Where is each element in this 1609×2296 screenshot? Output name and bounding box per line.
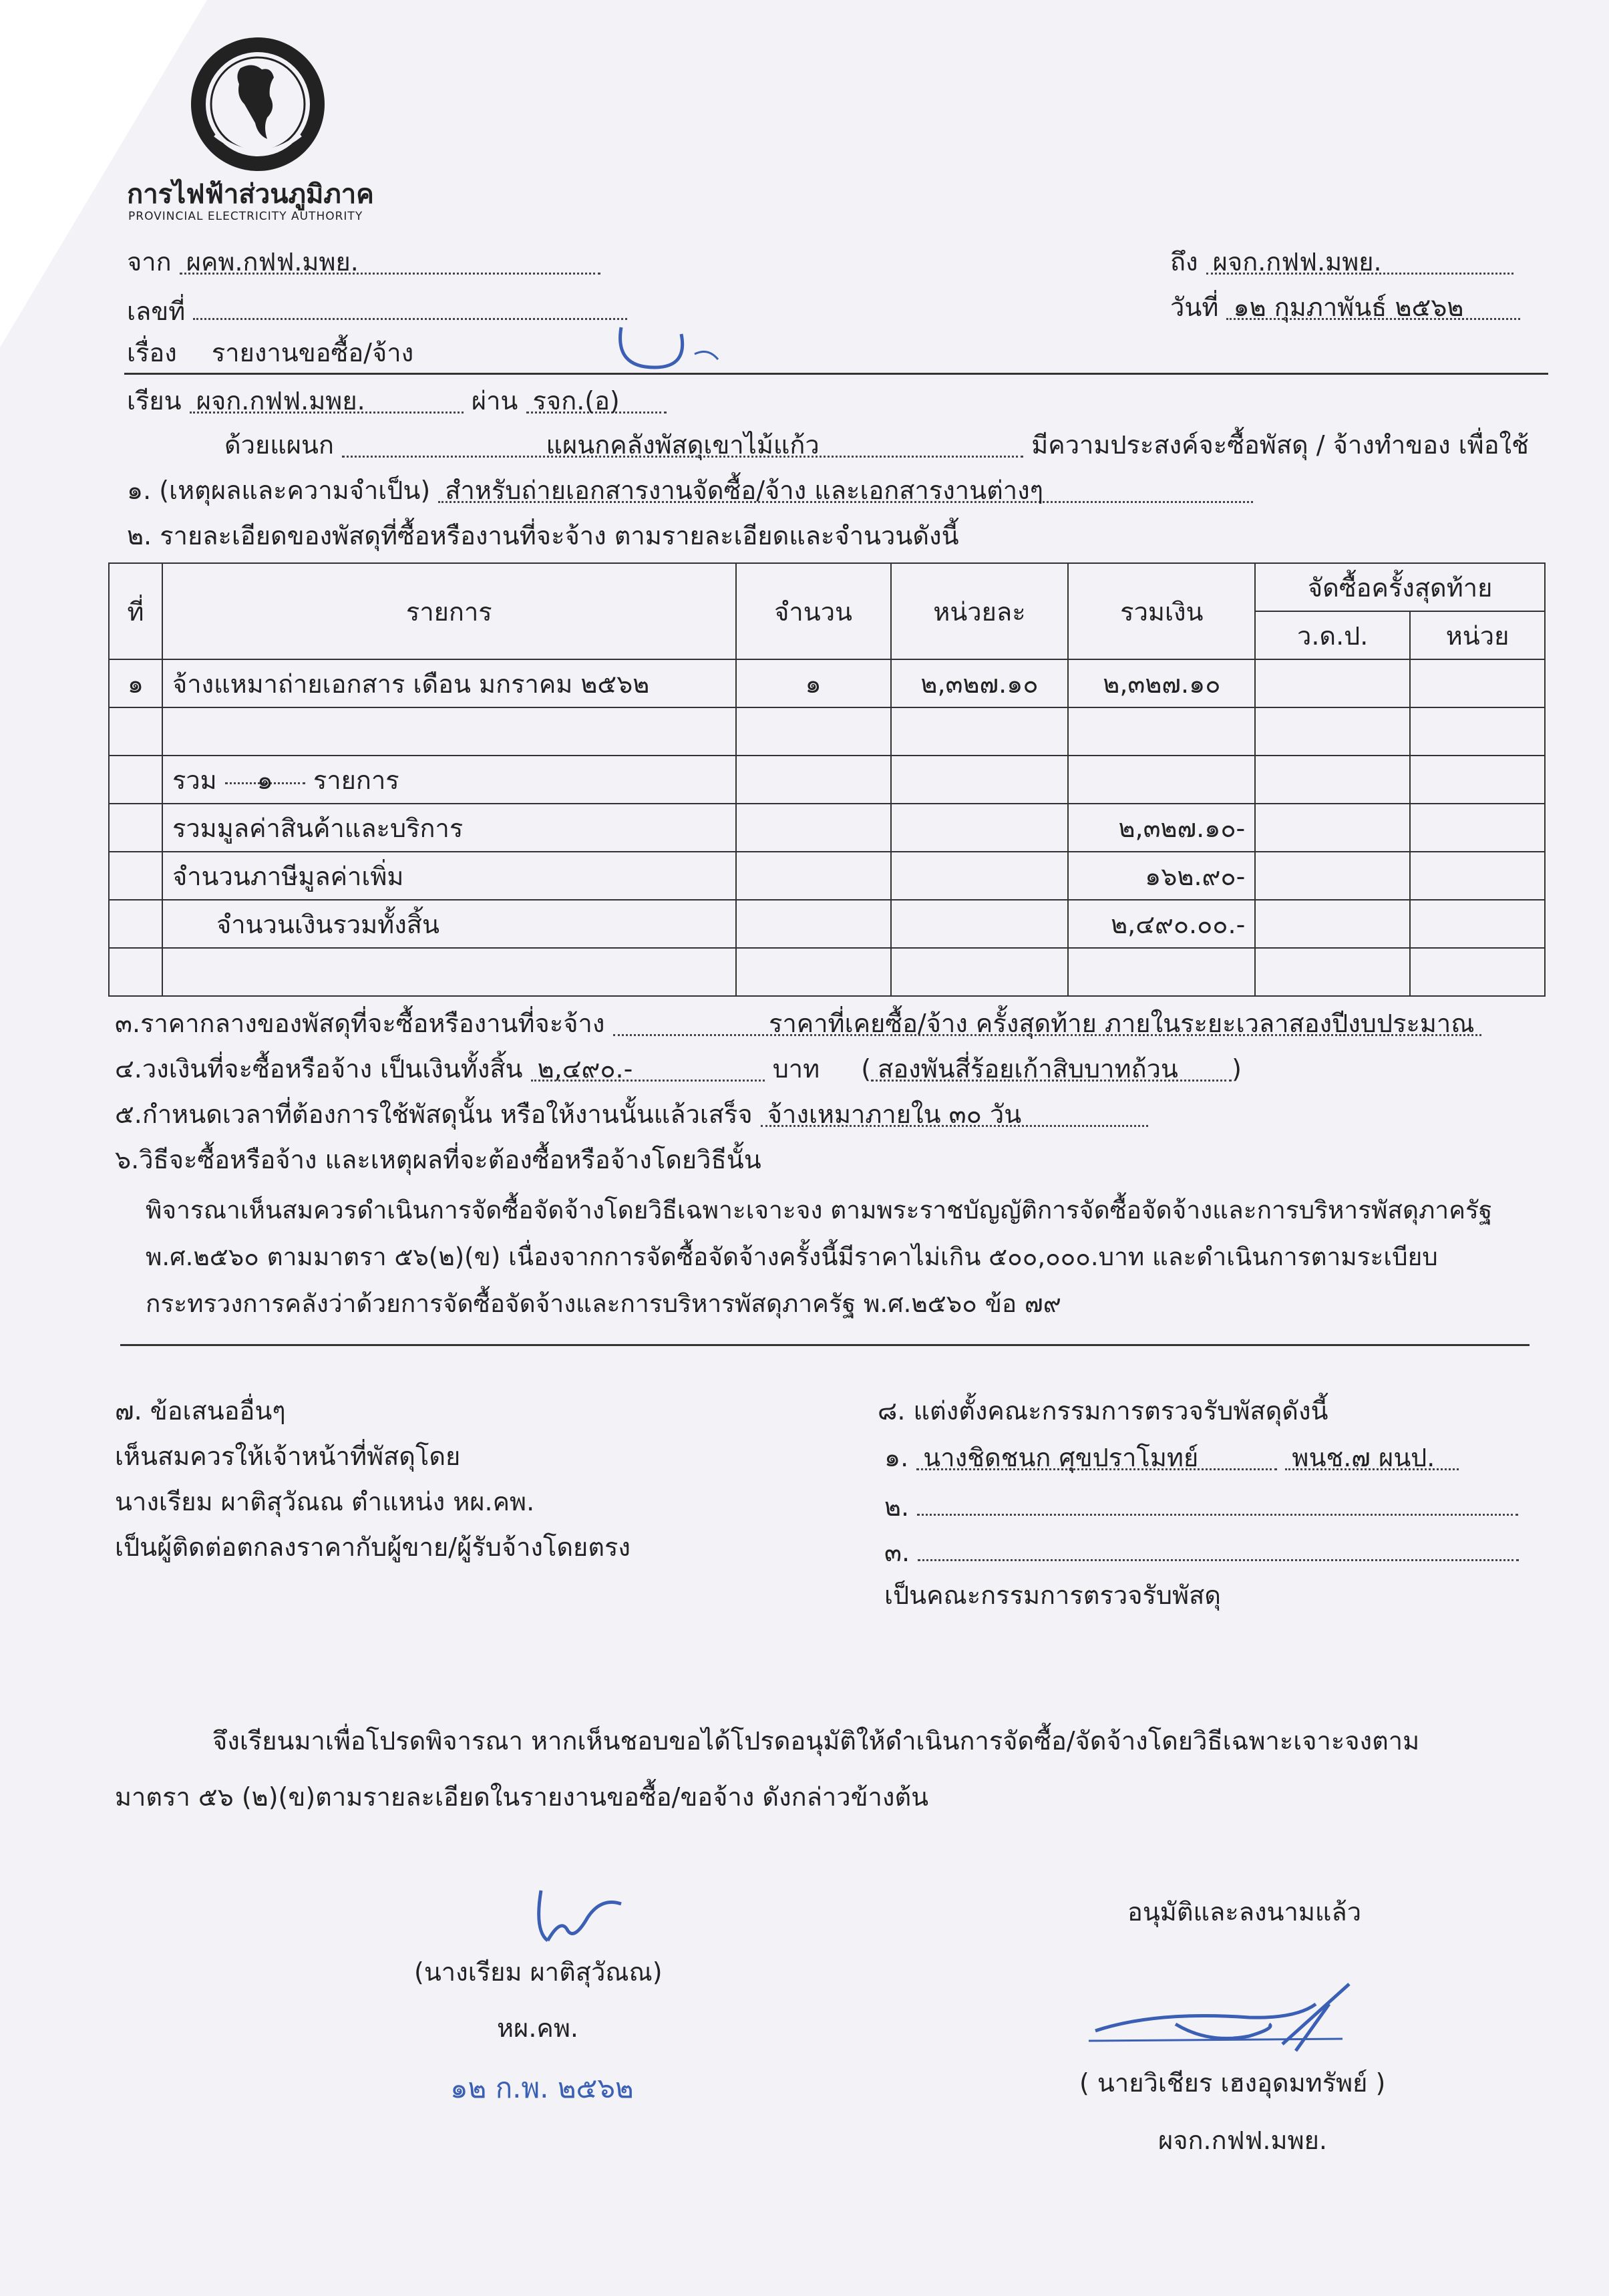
section-7-label: ๗. ข้อเสนออื่นๆ (115, 1396, 286, 1426)
to-row (1170, 246, 1513, 278)
purpose-text: มีความประสงค์จะซื้อพัสดุ / จ้างทำของ เพื่อใช้ (1031, 430, 1529, 460)
left-signer-name: (นางเรียม ผาติสุวัณณ) (414, 1957, 663, 1987)
committee-member-2 (884, 1487, 1518, 1523)
member-1-no: ๑. (884, 1443, 909, 1472)
dept-label: ด้วยแผนก (224, 430, 335, 460)
committee-member-3 (884, 1532, 1519, 1569)
to-label: ถึง (1170, 247, 1198, 277)
subtotal-label: รวมมูลค่าสินค้าและบริการ (162, 804, 736, 852)
closing-line-1: จึงเรียนมาเพื่อโปรดพิจารณา หากเห็นชอบขอได้โปรดอนุมัติให้ดำเนินการจัดซื้อ/จัดจ้างโดยวิธีเฉพาะเจาะจงตาม (212, 1726, 1420, 1756)
table-row-grand-total (109, 900, 1545, 948)
section-2-label: ๒. รายละเอียดของพัสดุที่ซื้อหรืองานที่จะจ้าง ตามรายละเอียดและจำนวนดังนี้ (127, 521, 959, 550)
left-signer-position: หผ.คพ. (497, 2013, 578, 2043)
subject-label: เรื่อง (127, 338, 177, 367)
section-3-label: ๓.ราคากลางของพัสดุที่จะซื้อหรืองานที่จะจ้าง (115, 1009, 605, 1038)
via-value: รจก.(อ) (526, 385, 667, 414)
table-row-empty (109, 707, 1545, 756)
row-total: ๒,๓๒๗.๑๐ (1068, 659, 1255, 707)
subtotal-value: ๒,๓๒๗.๑๐- (1068, 804, 1255, 852)
table-row-subtotal (109, 804, 1545, 852)
section-4: ๔.วงเงินที่จะซื้อหรือจ้าง เป็นเงินทั้งสิ้น ๒,๔๙๐.- บาท ( สองพันสี่ร้อยเก้าสิบบาทถ้วน ) (115, 1054, 1242, 1084)
grand-total-label: จำนวนเงินรวมทั้งสิ้น (162, 900, 736, 948)
section-4-label: ๔.วงเงินที่จะซื้อหรือจ้าง เป็นเงินทั้งสิ้น (115, 1054, 523, 1084)
member-2-no: ๒. (884, 1492, 910, 1522)
col-header-unit-price: หน่วยละ (891, 563, 1069, 659)
left-handwritten-date: ๑๒ ก.พ. ๒๕๖๒ (450, 2072, 634, 2104)
section-6-label: ๖.วิธีจะซื้อหรือจ้าง และเหตุผลที่จะต้องซื้อหรือจ้างโดยวิธีนั้น (115, 1145, 761, 1174)
section-1-value: สำหรับถ่ายเอกสารงานจัดซื้อ/จ้าง และเอกสารงานต่างๆ (438, 474, 1253, 503)
section-6-line-1: พิจารณาเห็นสมควรดำเนินการจัดซื้อจัดจ้างโดยวิธีเฉพาะเจาะจง ตามพระราชบัญญัติการจัดซื้อจัดจ้างและการบริหารพัสดุภาครัฐ (146, 1196, 1493, 1224)
table-row-empty (109, 948, 1545, 996)
row-unit-price: ๒,๓๒๗.๑๐ (891, 659, 1069, 707)
to-value: ผจก.กฟฟ.มพย. (1206, 246, 1513, 275)
member-1-name: นางชิดชนก ศุขปราโมทย์ (916, 1442, 1277, 1470)
date-row (1170, 291, 1520, 323)
dept-value: แผนกคลังพัสดุเขาไม้แก้ว (342, 429, 1023, 458)
date-value: ๑๒ กุมภาพันธ์ ๒๕๖๒ (1226, 291, 1520, 320)
section-5-label: ๕.กำหนดเวลาที่ต้องการใช้พัสดุนั้น หรือให้งานนั้นแล้วเสร็จ (115, 1100, 753, 1129)
from-row (127, 246, 600, 278)
section-1 (127, 474, 1253, 506)
item-count-value: ๑ (225, 760, 305, 784)
pea-seal-logo (188, 35, 327, 174)
section-7-line-3: เป็นผู้ติดต่อตกลงราคากับผู้ขาย/ผู้รับจ้างโดยตรง (115, 1532, 631, 1562)
section-divider (120, 1344, 1530, 1346)
section-4-words: สองพันสี่ร้อยเก้าสิบบาทถ้วน (871, 1053, 1232, 1082)
section-3 (115, 1007, 1481, 1039)
right-signer-position: ผจก.กฟฟ.มพย. (1158, 2126, 1327, 2155)
right-signature-scribble (1075, 1977, 1376, 2071)
items-table (108, 562, 1546, 997)
dept-row (224, 429, 1529, 461)
col-header-no: ที่ (109, 563, 162, 659)
col-header-unit: หน่วย (1410, 611, 1545, 659)
table-row-vat (109, 852, 1545, 900)
row-qty: ๑ (736, 659, 891, 707)
number-row (127, 291, 627, 327)
col-header-last-purchase: จัดซื้อครั้งสุดท้าย (1255, 563, 1545, 611)
member-3-blank (918, 1532, 1519, 1561)
subject-row (127, 337, 413, 369)
section-4-currency: บาท (772, 1054, 820, 1084)
item-count-suffix: รายการ (313, 765, 399, 795)
left-signature-scribble (528, 1877, 635, 1951)
table-row (109, 659, 1545, 707)
handwritten-initial-mark (608, 307, 728, 381)
committee-member-1 (884, 1442, 1459, 1474)
section-6-line-2: พ.ศ.๒๕๖๐ ตามมาตรา ๕๖(๒)(ข) เนื่องจากการจัดซื้อจัดจ้างครั้งนี้มีราคาไม่เกิน ๕๐๐,๐๐๐.บาท และดำเนินการตามระเบียบ (146, 1243, 1438, 1271)
member-1-position: พนช.๗ ผนป. (1285, 1442, 1459, 1470)
grand-total-value: ๒,๔๙๐.๐๐.- (1068, 900, 1255, 948)
dear-row (127, 385, 667, 417)
section-7-line-1: เห็นสมควรให้เจ้าหน้าที่พัสดุโดย (115, 1442, 461, 1471)
from-label: จาก (127, 247, 172, 277)
col-header-total: รวมเงิน (1068, 563, 1255, 659)
vat-value: ๑๖๒.๙๐- (1068, 852, 1255, 900)
org-name-thai: การไฟฟ้าส่วนภูมิภาค (127, 179, 374, 210)
section-8-label: ๘. แต่งตั้งคณะกรรมการตรวจรับพัสดุดังนี้ (878, 1396, 1328, 1426)
vat-label: จำนวนภาษีมูลค่าเพิ่ม (162, 852, 736, 900)
dear-label: เรียน (127, 386, 182, 416)
row-item: จ้างแหมาถ่ายเอกสาร เดือน มกราคม ๒๕๖๒ (162, 659, 736, 707)
section-5-value: จ้างเหมาภายใน ๓๐ วัน (761, 1098, 1148, 1127)
number-label: เลขที่ (127, 297, 186, 326)
member-2-blank (917, 1487, 1518, 1516)
number-value (193, 291, 627, 320)
col-header-item: รายการ (162, 563, 736, 659)
from-value: ผคพ.กฟฟ.มพย. (180, 246, 600, 275)
closing-line-2: มาตรา ๕๖ (๒)(ข)ตามรายละเอียดในรายงานขอซื้อ/ขอจ้าง ดังกล่าวข้างต้น (115, 1782, 929, 1812)
committee-footer: เป็นคณะกรรมการตรวจรับพัสดุ (884, 1581, 1221, 1610)
header-divider (124, 373, 1548, 375)
section-3-value: ราคาที่เคยซื้อ/จ้าง ครั้งสุดท้าย ภายในระยะเวลาสองปีงบประมาณ (613, 1007, 1481, 1036)
org-name-english: PROVINCIAL ELECTRICITY AUTHORITY (128, 210, 363, 223)
section-7-line-2: นางเรียม ผาติสุวัณณ ตำแหน่ง หผ.คพ. (115, 1487, 535, 1516)
via-label: ผ่าน (471, 386, 518, 416)
row-no: ๑ (109, 659, 162, 707)
dear-value: ผจก.กฟฟ.มพย. (190, 385, 464, 414)
table-row-count (109, 756, 1545, 804)
member-3-no: ๓. (884, 1538, 910, 1567)
section-4-amount: ๒,๔๙๐.- (531, 1053, 765, 1082)
section-1-label: ๑. (เหตุผลและความจำเป็น) (127, 476, 431, 505)
approval-statement: อนุมัติและลงนามแล้ว (1127, 1897, 1362, 1927)
section-5 (115, 1098, 1148, 1130)
date-label: วันที่ (1170, 293, 1219, 322)
col-header-qty: จำนวน (736, 563, 891, 659)
subject-value: รายงานขอซื้อ/จ้าง (211, 338, 414, 367)
item-count (162, 756, 736, 804)
section-6-line-3: กระทรวงการคลังว่าด้วยการจัดซื้อจัดจ้างและการบริหารพัสดุภาครัฐ พ.ศ.๒๕๖๐ ข้อ ๗๙ (146, 1289, 1061, 1318)
item-count-prefix: รวม (172, 765, 217, 795)
right-signer-name: ( นายวิเชียร เฮงอุดมทรัพย์ ) (1079, 2068, 1386, 2098)
col-header-date: ว.ด.ป. (1255, 611, 1410, 659)
